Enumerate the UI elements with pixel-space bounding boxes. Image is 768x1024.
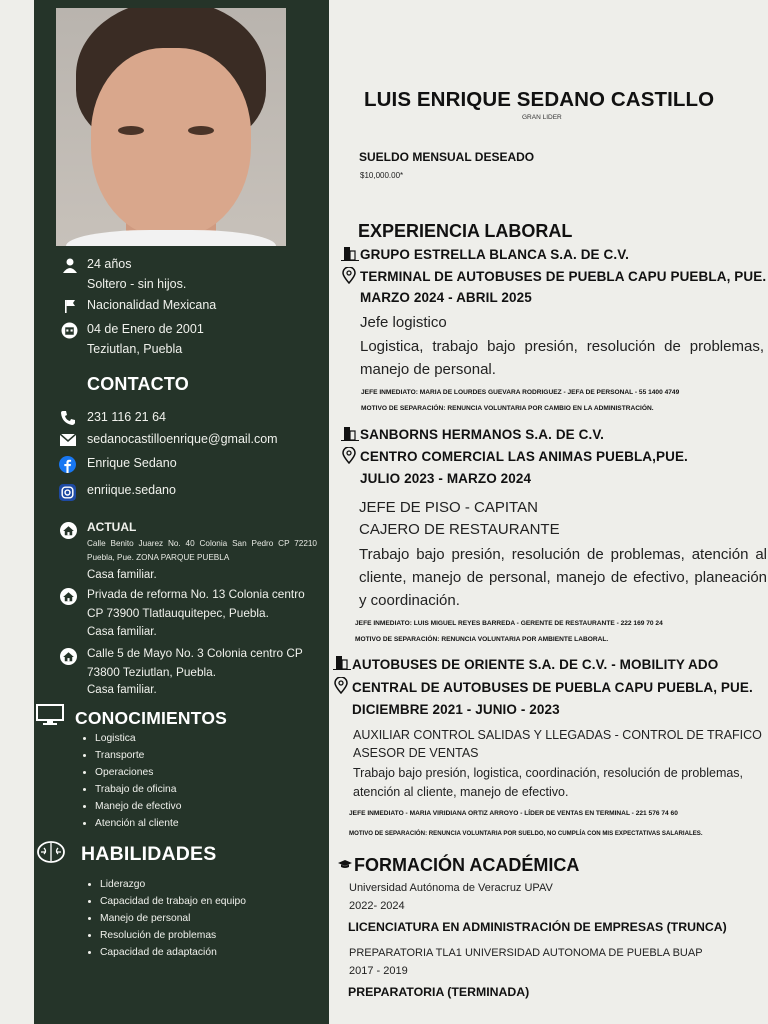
subtitle: GRAN LIDER <box>522 114 562 121</box>
education-2-years: 2017 - 2019 <box>349 965 408 977</box>
list-item: • Logistica <box>95 730 181 747</box>
job-1-role: Jefe logistico <box>360 314 447 331</box>
knowledge-list <box>79 730 181 832</box>
full-name: LUIS ENRIQUE SEDANO CASTILLO <box>364 88 715 111</box>
job-2-dates: JULIO 2023 - MARZO 2024 <box>360 471 532 486</box>
phone-number[interactable]: 231 116 21 64 <box>87 410 167 424</box>
home-icon <box>60 522 76 538</box>
monitor-icon <box>36 704 64 726</box>
profile-photo <box>56 8 286 246</box>
home-icon <box>60 588 76 604</box>
address-actual: Calle Benito Juarez No. 40 Colonia San Pedro CP 72210 Puebla, Pue. ZONA PARQUE PUEBLA <box>87 539 317 562</box>
mail-icon <box>60 433 76 449</box>
list-item: • Capacidad de adaptación <box>100 944 246 961</box>
marital-status: Soltero - sin hijos. <box>87 277 187 291</box>
email-link[interactable]: sedanocastilloenrique@gmail.com <box>87 432 278 446</box>
address-actual-label: ACTUAL <box>87 520 137 534</box>
list-item: • Trabajo de oficina <box>95 781 181 798</box>
address-actual-note: Casa familiar. <box>87 569 157 581</box>
job-2-reason: MOTIVO DE SEPARACIÓN: RENUNCIA VOLUNTARIA POR AMBIENTE LABORAL. <box>355 636 609 643</box>
brain-icon <box>36 840 66 864</box>
job-3-role-2: ASESOR DE VENTAS <box>353 746 479 760</box>
job-2-role: JEFE DE PISO - CAPITAN <box>359 499 538 516</box>
knowledge-heading: CONOCIMIENTOS <box>75 708 228 728</box>
location-pin-icon <box>333 677 349 693</box>
address-2-note: Casa familiar. <box>87 626 157 638</box>
job-2-company: SANBORNS HERMANOS S.A. DE C.V. <box>360 427 605 442</box>
job-1-company: GRUPO ESTRELLA BLANCA S.A. DE C.V. <box>360 247 629 262</box>
experience-heading: EXPERIENCIA LABORAL <box>358 221 573 241</box>
job-1-description: Logistica, trabajo bajo presión, resolución de problemas, manejo de personal. <box>360 338 764 378</box>
list-item: • Atención al cliente <box>95 815 181 832</box>
job-3-description: Trabajo bajo presión, logistica, coordinación, resolución de problemas, atención al cliente, manejo de efectivo. <box>353 766 744 799</box>
education-2-degree: PREPARATORIA (TERMINADA) <box>348 985 530 999</box>
job-1-location: TERMINAL DE AUTOBUSES DE PUEBLA CAPU PUEBLA, PUE. <box>360 269 767 284</box>
contact-heading: CONTACTO <box>87 374 189 394</box>
building-icon <box>341 425 357 441</box>
job-3-reason: MOTIVO DE SEPARACIÓN: RENUNCIA VOLUNTARIA POR SUELDO, NO CUMPLÍA CON MIS EXPECTATIVAS SALARIALES. <box>349 830 703 837</box>
person-icon <box>62 257 78 273</box>
job-3-dates: DICIEMBRE 2021 - JUNIO - 2023 <box>352 702 560 717</box>
calendar-icon <box>61 322 77 338</box>
list-item: • Operaciones <box>95 764 181 781</box>
building-icon <box>333 654 349 670</box>
instagram-icon <box>59 484 75 500</box>
education-1-years: 2022- 2024 <box>349 900 405 912</box>
facebook-icon <box>59 456 75 472</box>
phone-icon <box>60 410 76 426</box>
education-1-school: Universidad Autónoma de Veracruz UPAV <box>349 882 553 894</box>
job-1-boss: JEFE INMEDIATO: MARIA DE LOURDES GUEVARA RODRIGUEZ - JEFA DE PERSONAL - 55 1400 4749 <box>361 389 680 396</box>
job-3-role: AUXILIAR CONTROL SALIDAS Y LLEGADAS - CONTROL DE TRAFICO <box>353 728 762 742</box>
education-heading: FORMACIÓN ACADÉMICA <box>354 855 580 875</box>
salary-label: SUELDO MENSUAL DESEADO <box>359 150 535 164</box>
education-2-school: PREPARATORIA TLA1 UNIVERSIDAD AUTONOMA DE PUEBLA BUAP <box>349 947 703 959</box>
salary-value: $10,000.00* <box>360 171 404 180</box>
building-icon <box>341 245 357 261</box>
skills-list <box>84 876 246 961</box>
birth-date: 04 de Enero de 2001 <box>87 322 204 336</box>
list-item: • Manejo de personal <box>100 910 246 927</box>
job-2-location: CENTRO COMERCIAL LAS ANIMAS PUEBLA,PUE. <box>360 449 688 464</box>
list-item: • Transporte <box>95 747 181 764</box>
job-3-boss: JEFE INMEDIATO - MARIA VIRIDIANA ORTIZ ARROYO - LÍDER DE VENTAS EN TERMINAL - 221 576 74 60 <box>349 810 678 817</box>
graduation-cap-icon <box>337 858 353 874</box>
birth-place: Teziutlan, Puebla <box>87 342 183 356</box>
job-2-role-2: CAJERO DE RESTAURANTE <box>359 521 560 538</box>
nationality: Nacionalidad Mexicana <box>87 298 217 312</box>
skills-heading: HABILIDADES <box>81 843 217 865</box>
home-icon <box>60 648 76 664</box>
job-2-boss: JEFE INMEDIATO: LUIS MIGUEL REYES BARREDA - GERENTE DE RESTAURANTE - 222 169 70 24 <box>355 620 663 627</box>
job-3-company: AUTOBUSES DE ORIENTE S.A. DE C.V. - MOBILITY ADO <box>352 657 719 672</box>
address-3: Calle 5 de Mayo No. 3 Colonia centro CP 73800 Teziutlan, Puebla. <box>87 646 303 679</box>
list-item: • Resolución de problemas <box>100 927 246 944</box>
job-3-location: CENTRAL DE AUTOBUSES DE PUEBLA CAPU PUEBLA, PUE. <box>352 680 753 695</box>
list-item: • Liderazgo <box>100 876 246 893</box>
address-3-note: Casa familiar. <box>87 684 157 696</box>
education-1-degree: LICENCIATURA EN ADMINISTRACIÓN DE EMPRESAS (TRUNCA) <box>348 920 727 934</box>
address-2: Privada de reforma No. 13 Colonia centro CP 73900 Tlatlauquitepec, Puebla. <box>87 587 305 620</box>
job-2-description: Trabajo bajo presión, resolución de problemas, atención al cliente, manejo de personal, manejo de efectivo, planeación y coordinación. <box>359 546 767 609</box>
sidebar <box>34 0 329 1024</box>
location-pin-icon <box>341 447 357 463</box>
list-item: • Manejo de efectivo <box>95 798 181 815</box>
age: 24 años <box>87 257 132 271</box>
list-item: • Capacidad de trabajo en equipo <box>100 893 246 910</box>
facebook-link[interactable]: Enrique Sedano <box>87 456 177 470</box>
job-1-dates: MARZO 2024 - ABRIL 2025 <box>360 290 532 305</box>
flag-icon <box>62 298 78 314</box>
job-1-reason: MOTIVO DE SEPARACIÓN: RENUNCIA VOLUNTARIA POR CAMBIO EN LA ADMINISTRACIÓN. <box>361 405 654 412</box>
location-pin-icon <box>341 267 357 283</box>
instagram-link[interactable]: enriique.sedano <box>87 483 176 497</box>
